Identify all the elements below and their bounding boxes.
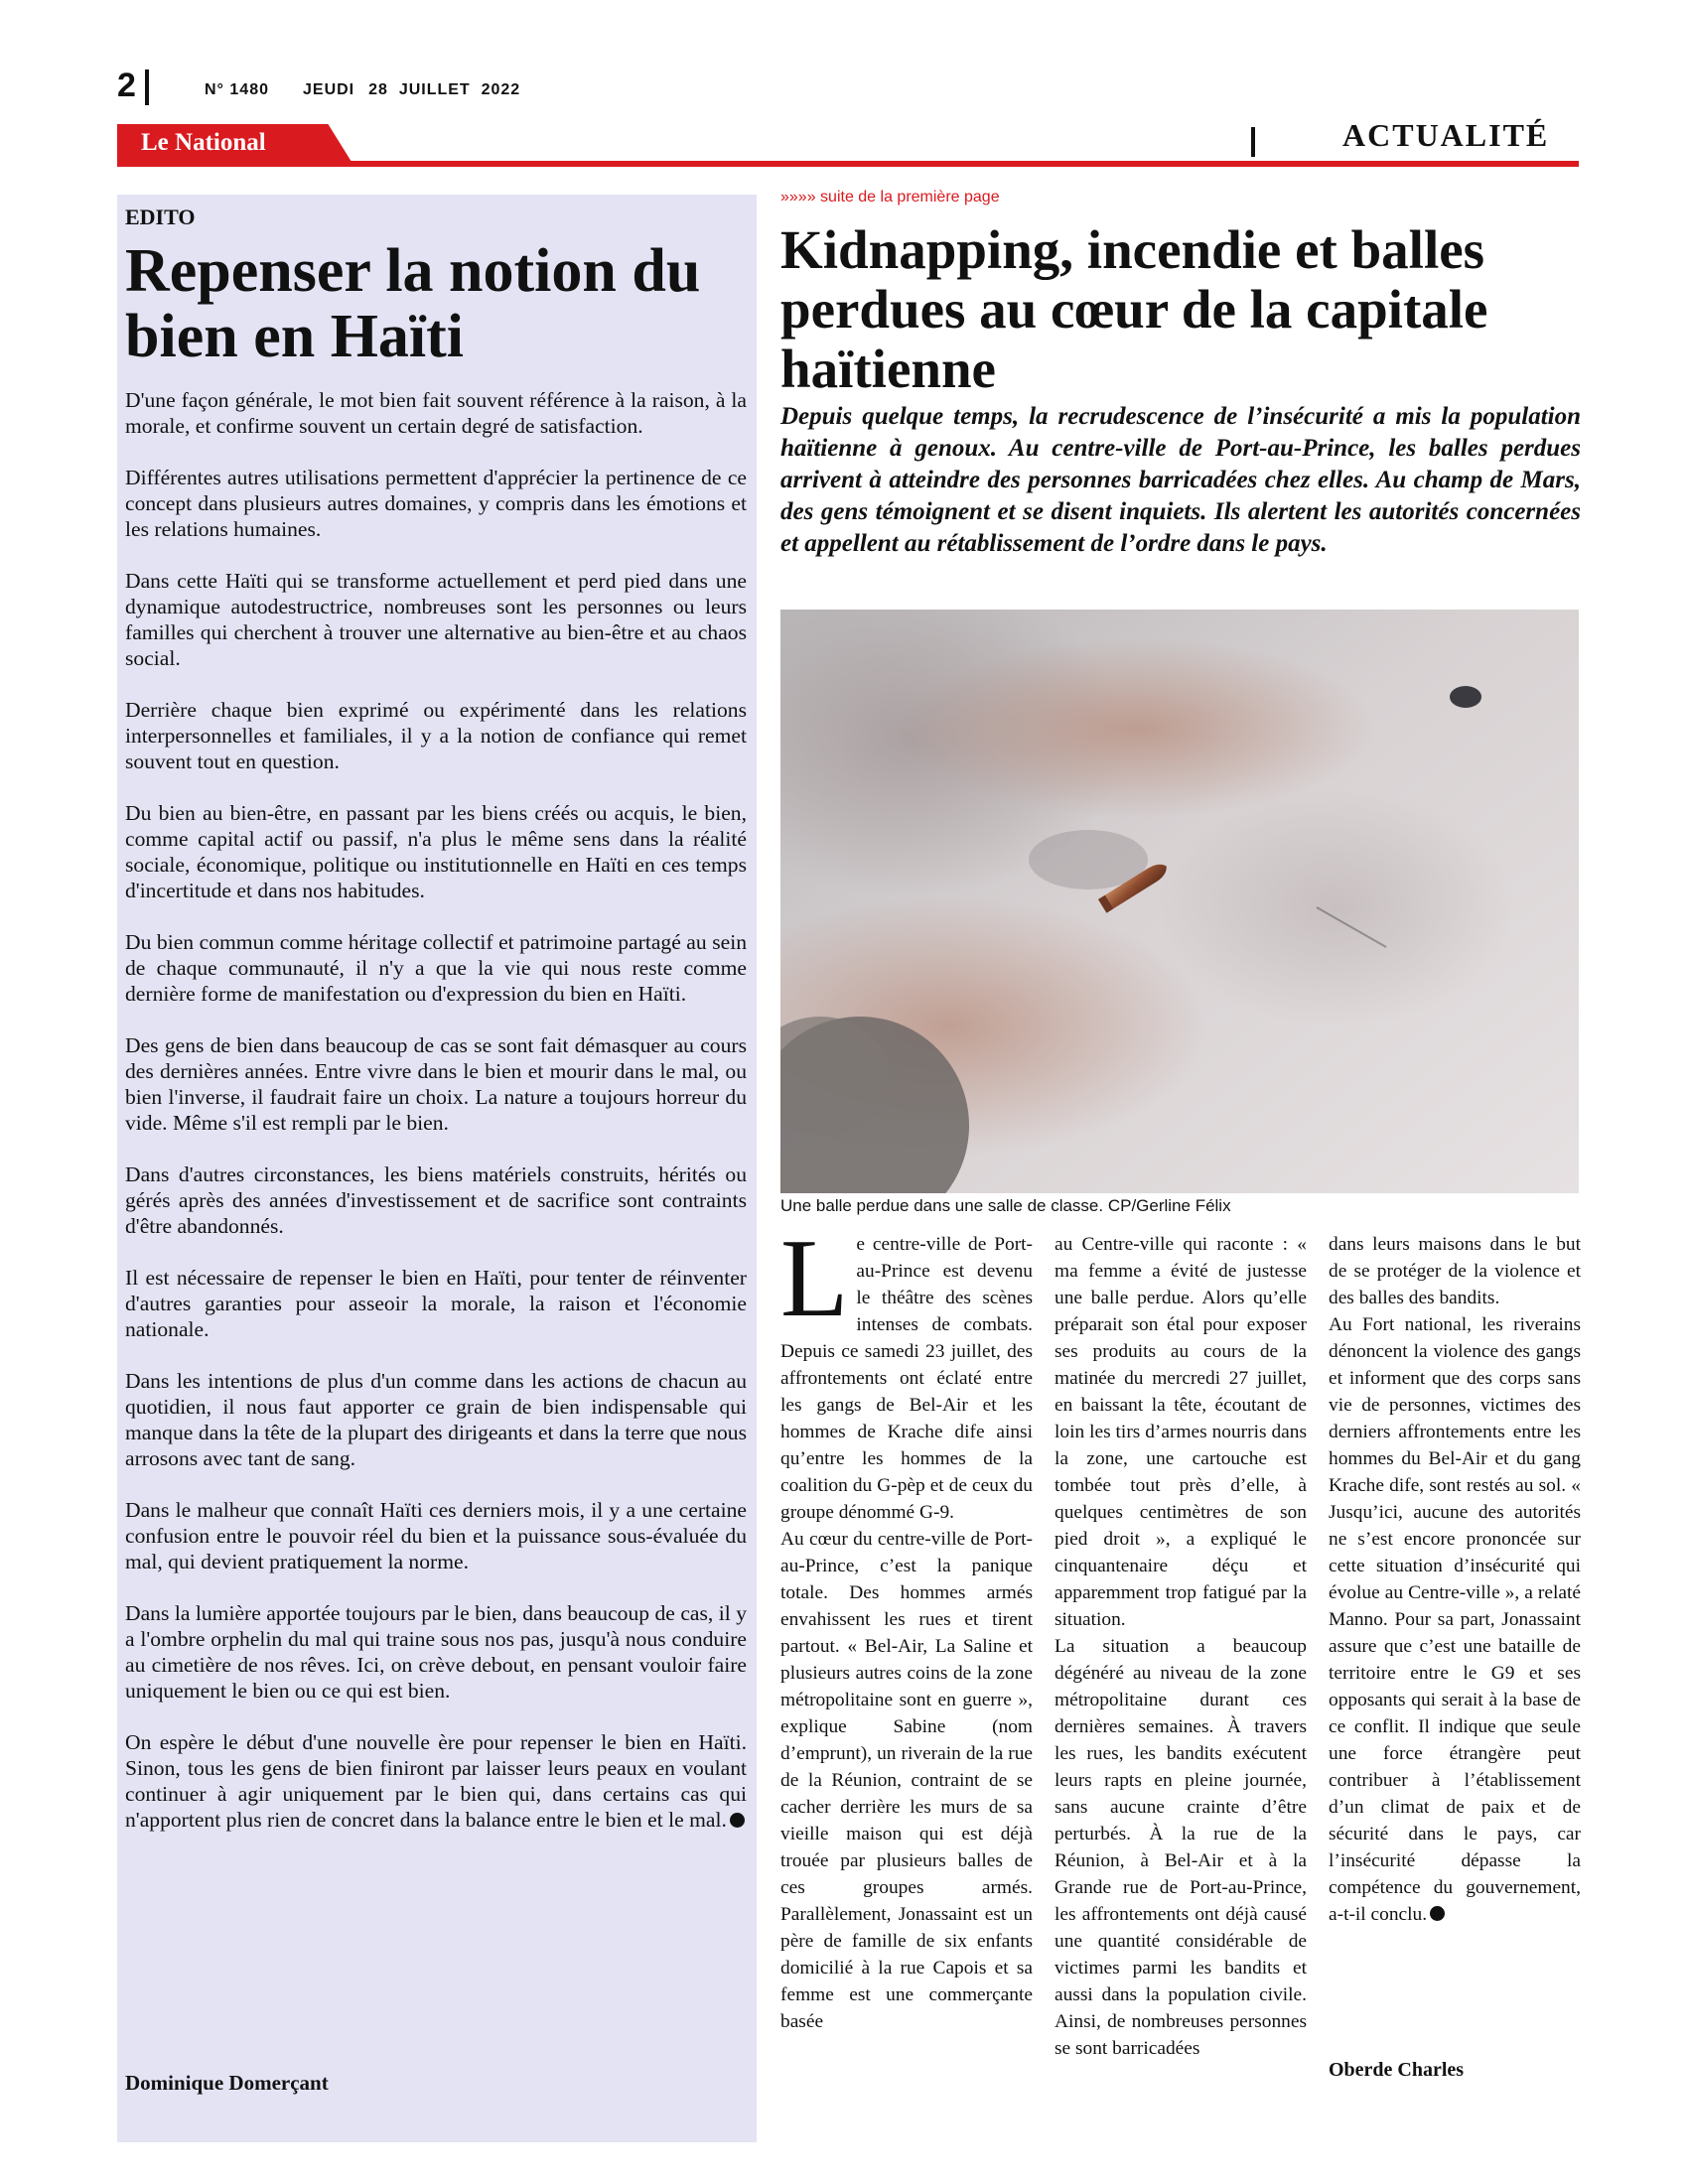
section-name: ACTUALITÉ (1342, 117, 1550, 153)
article-paragraph: dans leurs maisons dans le but de se protéger de la violence et des balles des bandits. (1329, 1234, 1581, 1308)
edito-paragraph: Dans la lumière apportée toujours par le bien, dans beaucoup de cas, il y a l'ombre orphelin du mal qui traine sous nos pas, jusqu'à nous conduire au cimetière de nos rêves. Ici, on crève debout, en pensant vouloir faire uniquement le bien ou ce qui est bien. (125, 1601, 747, 1703)
drop-cap: L (780, 1217, 849, 1340)
issue-date (303, 81, 520, 99)
edito-paragraph: Dans d'autres circonstances, les biens matériels construits, hérités ou gérés après des années d'investissement et de sacrifice sont contraints d'être abandonnés. (125, 1162, 747, 1238)
article-title: Kidnapping, incendie et balles perdues au cœur de la capitale haïtienne (780, 219, 1488, 399)
end-mark-icon (1430, 1906, 1445, 1921)
edito-paragraph: D'une façon générale, le mot bien fait souvent référence à la raison, à la morale, et confirme souvent un certain degré de satisfaction. (125, 388, 747, 438)
issue-number: N° 1480 (205, 81, 269, 98)
edito-paragraph: Dans cette Haïti qui se transforme actuellement et perd pied dans une dynamique autodestructrice, nombreuses sont les personnes ou leurs familles qui cherchent à trouver une alternative au bien-être et au chaos social. (125, 569, 747, 670)
newspaper-logo: Le National (141, 129, 266, 156)
article-paragraph: au Centre-ville qui raconte : « ma femme a évité de justesse une balle perdue. Alors qu’elle préparait son étal pour exposer ses produits au cours de la matinée du mercredi 27 juillet, en baissant la tête, écoutant de loin les tirs d’armes nourris dans la zone, une cartouche est tombée tout près d’elle, à quelques centimètres de son pied droit », a expliqué le cinquantenaire déçu et apparemment trop fatigué par la situation. (1055, 1234, 1307, 1630)
article-paragraph: e centre-ville de Port-au-Prince est devenu le théâtre des scènes intenses de combats. Depuis ce samedi 23 juillet, des affrontements ont éclaté entre les gangs de Bel-Air et les hommes de Krache dife ainsi qu’entre les hommes de la coalition du G-pèp et de ceux du groupe dénommé G-9. (780, 1234, 1033, 1523)
article-author: Oberde Charles (1329, 2059, 1465, 2081)
edito-paragraph: On espère le début d'une nouvelle ère pour repenser le bien en Haïti. Sinon, tous les gens de bien finiront par laisser leurs peaux en voulant continuer à agir uniquement par le bien qui, dans certains cas qui n'apportent plus rien de concret dans la balance entre le bien et le mal. (125, 1730, 747, 1832)
end-mark-icon (730, 1813, 745, 1828)
article-column-1 (780, 1217, 1033, 2035)
edito-paragraph: Des gens de bien dans beaucoup de cas se sont fait démasquer au cours des dernières années. Entre vivre dans le bien et mourir dans le mal, ou bien l'inverse, il faudrait faire un choix. La nature a toujours horreur du vide. Même s'il est rempli par le bien. (125, 1033, 747, 1135)
header-rule (117, 161, 1579, 167)
article-paragraph: Au Fort national, les riverains dénoncent la violence des gangs et informent que des corps sans vie de personnes, victimes des derniers affrontements entre les hommes du Bel-Air et du gang Krache dife, sont restés au sol. « Jusqu’ici, aucune des autorités ne s’est encore prononcée sur cette situation d’insécurité qui évolue au Centre-ville », a relaté Manno. Pour sa part, Jonassaint assure que c’est une bataille de territoire entre le G9 et ses opposants qui serait à la base de ce conflit. Il indique que seule une force étrangère peut contribuer à l’établissement d’un climat de paix et de sécurité dans le pays, car l’insécurité dépasse la compétence du gouvernement, a-t-il conclu. (1329, 1314, 1581, 1925)
edito-paragraph: Du bien au bien-être, en passant par les biens créés ou acquis, le bien, comme capital actif ou passif, n'a plus le même sens dans la réalité sociale, économique, politique ou institutionnelle en Haïti en ces temps d'incertitude et dans nos habitudes. (125, 801, 747, 902)
edito-paragraph: Il est nécessaire de repenser le bien en Haïti, pour tenter de réinventer d'autres garanties pour asseoir la morale, la raison et l'économie nationale. (125, 1266, 747, 1341)
edito-paragraph: Derrière chaque bien exprimé ou expérimenté dans les relations interpersonnelles et familiales, il y a la notion de confiance qui remet souvent tout en question. (125, 698, 747, 773)
article-paragraph: Au cœur du centre-ville de Port-au-Prince, c’est la panique totale. Des hommes armés envahissent les rues et tirent partout. « Bel-Air, La Saline et plusieurs autres coins de la zone métropolitaine sont en guerre », explique Sabine (nom d’emprunt), un riverain de la rue de la Réunion, contraint de se cacher derrière les murs de sa vieille maison qui est déjà trouée par plusieurs balles de ces groupes armés. Parallèlement, Jonassaint est un père de famille de six enfants domicilié à la rue Capois et sa femme est une commerçante basée (780, 1529, 1033, 2032)
issue-full-date: 28 JUILLET 2022 (368, 81, 521, 98)
article-lede: Depuis quelque temps, la recrudescence de l’insécurité a mis la population haïtienne à genoux. Au centre-ville de Port-au-Prince, les balles perdues arrivent à atteindre des personnes barricadées chez elles. Au champ de Mars, des gens témoignent et se disent inquiets. Ils alertent les autorités concernées et appellent au rétablissement de l’ordre dans le pays. (780, 403, 1581, 557)
edito-paragraph: Différentes autres utilisations permettent d'apprécier la pertinence de ce concept dans plusieurs autres domaines, y compris dans les émotions et les relations humaines. (125, 466, 747, 541)
continued-from-front: »»»» suite de la première page (780, 189, 1000, 205)
article-last-paragraph (1329, 1311, 1581, 1928)
edito-paragraph: Du bien commun comme héritage collectif et patrimoine partagé au sein de chaque communauté, il n'y a que la vie qui nous reste comme dernière forme de manifestation ou d'expression du bien en Haïti. (125, 930, 747, 1006)
article-column-3 (1329, 1231, 1581, 1928)
bullet-on-floor-image (780, 610, 1579, 1193)
edito-author: Dominique Domerçant (125, 2071, 329, 2095)
article-column-2 (1055, 1231, 1307, 2062)
page-number-divider (145, 69, 149, 105)
photo-caption: Une balle perdue dans une salle de classe. CP/Gerline Félix (780, 1196, 1231, 1215)
edito-paragraph: Dans le malheur que connaît Haïti ces derniers mois, il y a une certaine confusion entre le pouvoir réel du bien et la puissance sous-évaluée du mal, qui devient pratiquement la norme. (125, 1498, 747, 1573)
edito-paragraph: Dans les intentions de plus d'un comme dans les actions de chacun au quotidien, il nous faut apporter ce grain de bien indispensable qui manque dans la tête de la plupart des dirigeants et dans la terre que nous arrosons avec tant de sang. (125, 1369, 747, 1470)
article-paragraph: La situation a beaucoup dégénéré au niveau de la zone métropolitaine durant ces dernières semaines. À travers les rues, les bandits exécutent leurs rapts en pleine journée, sans aucune crainte d’être perturbés. À la rue de la Réunion, à Bel-Air et à la Grande rue de Port-au-Prince, les affrontements ont déjà causé une quantité considérable de victimes parmi les bandits et aussi dans la population civile. Ainsi, de nombreuses personnes se sont barricadées (1055, 1636, 1307, 2059)
issue-day: JEUDI (303, 81, 355, 98)
edito-last-paragraph (125, 1729, 747, 1833)
article-photo (780, 610, 1579, 1193)
edito-title: Repenser la notion du bien en Haïti (125, 237, 701, 370)
edito-label: EDITO (125, 205, 196, 229)
issue-info (205, 81, 520, 99)
edito-body (125, 387, 747, 1858)
page-number: 2 (117, 67, 136, 104)
section-divider (1251, 127, 1255, 157)
